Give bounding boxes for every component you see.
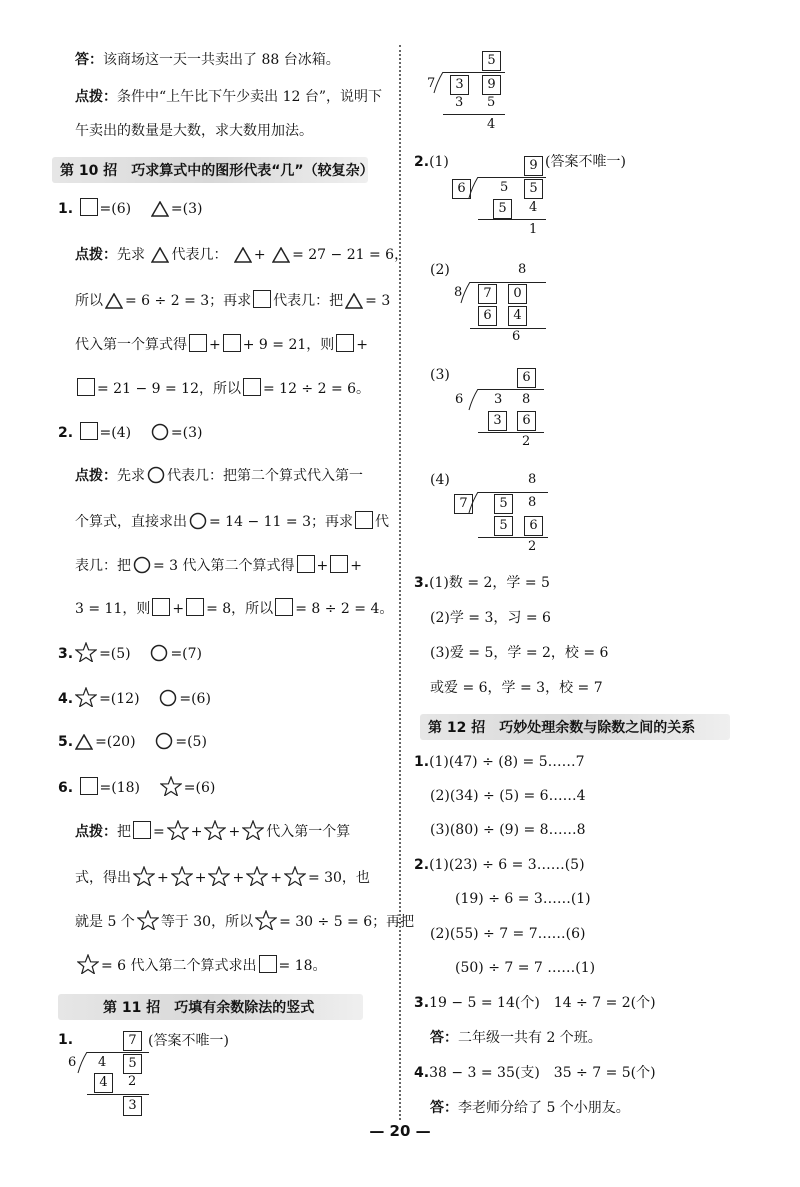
q3-line-3: (3)爱 = 5，学 = 2，校 = 6 — [430, 645, 609, 661]
circle-icon — [150, 644, 168, 662]
r2-line-2: (19) ÷ 6 = 3……(1) — [455, 891, 591, 907]
division-bar — [478, 492, 548, 493]
circle-icon — [189, 512, 207, 530]
triangle-icon — [345, 293, 363, 309]
remainder: 2 — [522, 434, 531, 449]
section-header-11: 第 11 招 巧填有余数除法的竖式 — [58, 994, 363, 1020]
d2a-note: (答案不唯一) — [545, 154, 626, 170]
tip-line: 点拨：条件中“上午比下午少卖出 12 台”，说明下 — [75, 89, 383, 105]
r1-line-2: (2)(34) ÷ (5) = 6……4 — [430, 788, 586, 804]
dividend-tens-box: 3 — [450, 75, 469, 95]
q2-tip-2: 个算式，直接求出 = 14 − 11 = 3；再求 代 — [75, 511, 389, 532]
q1-tip-2: 所以 = 6 ÷ 2 = 3；再求 代表几：把 = 3 — [75, 290, 390, 311]
q2-answer: 2. =(4) =(3) — [58, 422, 202, 443]
dividend-ones-box: 0 — [508, 284, 527, 304]
product-ones-box: 6 — [524, 516, 543, 536]
division-bar — [443, 72, 505, 73]
triangle-icon — [151, 247, 169, 263]
division-right-2b — [452, 260, 552, 345]
division-right-2a — [452, 155, 552, 240]
q1-answer: 1. =(6) =(3) — [58, 198, 202, 219]
answer-line: 答：该商场这一天一共卖出了 88 台冰箱。 — [75, 52, 340, 68]
page-number: — 20 — — [369, 1122, 431, 1140]
subtract-line — [470, 328, 546, 329]
product-ones: 2 — [128, 1074, 137, 1089]
q2-label: 2.(1) — [414, 154, 449, 170]
square-icon — [253, 290, 271, 308]
divisor: 6 — [68, 1055, 77, 1070]
square-icon — [336, 334, 354, 352]
triangle-icon — [234, 247, 252, 263]
triangle-icon — [75, 734, 93, 750]
quotient-box: 7 — [123, 1031, 142, 1051]
triangle-icon — [105, 293, 123, 309]
d2b-label: (2) — [430, 262, 450, 278]
d1-note: (答案不唯一) — [148, 1033, 229, 1049]
q6-answer: 6. =(18) =(6) — [58, 776, 215, 798]
q3-line-2: (2)学 = 3，习 = 6 — [430, 610, 551, 626]
quotient-box: 6 — [517, 368, 536, 388]
r2-line-1: 2.(1)(23) ÷ 6 = 3……(5) — [414, 857, 585, 873]
q1-tip-1: 点拨：先求 代表几： + = 27 − 21 = 6， — [75, 247, 409, 263]
q3-answer: 3. =(5) =(7) — [58, 642, 202, 664]
q1-tip-4: = 21 − 9 = 12，所以 = 12 ÷ 2 = 6。 — [75, 378, 370, 399]
square-icon — [355, 511, 373, 529]
star-icon — [242, 820, 264, 840]
q2-tip-3: 表几：把 = 3 代入第二个算式得 + + — [75, 555, 362, 576]
d2d-label: (4) — [430, 472, 450, 488]
section-header-12: 第 12 招 巧妙处理余数与除数之间的关系 — [420, 714, 730, 740]
quotient: 8 — [518, 262, 527, 277]
subtract-line — [443, 114, 505, 115]
d2c-label: (3) — [430, 367, 450, 383]
dividend-ones-box: 9 — [482, 75, 501, 95]
q5-answer: 5. =(20) =(5) — [58, 734, 207, 750]
product-ones-box: 4 — [508, 306, 527, 326]
triangle-icon — [272, 247, 290, 263]
q2-tip-1: 点拨：先求 代表几：把第二个算式代入第一 — [75, 468, 363, 484]
dividend-tens-box: 5 — [494, 494, 513, 514]
star-icon — [133, 866, 155, 886]
star-icon — [208, 866, 230, 886]
r2-line-3: (2)(55) ÷ 7 = 7……(6) — [430, 926, 586, 942]
square-icon — [133, 821, 151, 839]
division-right-2c — [452, 367, 552, 452]
subtract-line — [478, 537, 548, 538]
triangle-icon — [151, 201, 169, 217]
star-icon — [75, 642, 97, 662]
dividend-tens: 4 — [98, 1055, 107, 1070]
tip-line-cont: 午卖出的数量是大数，求大数用加法。 — [75, 123, 313, 139]
product-tens-box: 6 — [478, 306, 497, 326]
quotient-box: 9 — [524, 156, 543, 176]
star-icon — [284, 866, 306, 886]
division-bar — [87, 1052, 149, 1053]
product-tens-box: 3 — [488, 411, 507, 431]
square-icon — [80, 422, 98, 440]
square-icon — [80, 777, 98, 795]
star-icon — [77, 954, 99, 974]
r1-line-3: (3)(80) ÷ (9) = 8……8 — [430, 822, 586, 838]
divisor-box: 6 — [452, 179, 471, 199]
divisor: 6 — [455, 392, 464, 407]
q4-answer: 4. =(12) =(6) — [58, 687, 211, 709]
dividend-ones-box: 5 — [123, 1054, 142, 1074]
product-ones: 4 — [529, 200, 538, 215]
q6-tip-1: 点拨：把 = + + 代入第一个算 — [75, 820, 350, 842]
q2-tip-4: 3 = 11，则 + = 8，所以 = 8 ÷ 2 = 4。 — [75, 598, 393, 619]
divisor-box: 7 — [454, 494, 473, 514]
column-divider — [399, 45, 401, 1120]
square-icon — [223, 334, 241, 352]
d1-label: 1. — [58, 1032, 74, 1048]
division-bracket — [468, 389, 480, 411]
quotient: 8 — [528, 472, 537, 487]
division-bar — [478, 389, 544, 390]
star-icon — [137, 910, 159, 930]
square-icon — [297, 555, 315, 573]
r3-line-1: 3.19 − 5 = 14(个) 14 ÷ 7 = 2(个) — [414, 995, 656, 1011]
dividend-ones: 8 — [522, 392, 531, 407]
star-icon — [160, 776, 182, 796]
star-icon — [75, 687, 97, 707]
product-tens: 3 — [455, 95, 464, 110]
subtract-line — [87, 1094, 149, 1095]
square-icon — [77, 378, 95, 396]
product-ones-box: 6 — [517, 411, 536, 431]
square-icon — [152, 598, 170, 616]
square-icon — [275, 598, 293, 616]
r4-answer: 答：李老师分给了 5 个小朋友。 — [430, 1100, 630, 1116]
remainder-box: 3 — [123, 1096, 142, 1116]
dividend-ones: 8 — [528, 495, 537, 510]
divisor: 7 — [427, 76, 436, 91]
square-icon — [330, 555, 348, 573]
quotient-box: 5 — [482, 51, 501, 71]
product-tens-box: 5 — [493, 199, 512, 219]
star-icon — [167, 820, 189, 840]
q1-tip-3: 代入第一个算式得 + + 9 = 21，则 + — [75, 334, 368, 355]
q6-tip-2: 式，得出 + + + + = 30，也 — [75, 866, 370, 888]
circle-icon — [155, 732, 173, 750]
circle-icon — [151, 423, 169, 441]
product-tens-box: 4 — [94, 1073, 113, 1093]
r3-answer: 答：二年级一共有 2 个班。 — [430, 1030, 602, 1046]
circle-icon — [133, 556, 151, 574]
dividend-ones-box: 5 — [524, 179, 543, 199]
remainder: 1 — [529, 222, 538, 237]
subtract-line — [478, 219, 546, 220]
q6-tip-3: 就是 5 个 等于 30，所以 = 30 ÷ 5 = 6；再把 — [75, 910, 414, 932]
division-bracket — [77, 1052, 89, 1074]
star-icon — [204, 820, 226, 840]
division-bar — [470, 282, 546, 283]
r2-line-4: (50) ÷ 7 = 7 ……(1) — [455, 960, 596, 976]
division-bar — [478, 177, 546, 178]
remainder: 4 — [487, 117, 496, 132]
division-right-2d — [452, 470, 552, 555]
division-left-1 — [65, 1030, 155, 1115]
section-header-10: 第 10 招 巧求算式中的图形代表“几”（较复杂） — [52, 157, 368, 183]
circle-icon — [159, 689, 177, 707]
division-right-0 — [425, 50, 525, 135]
dividend-tens: 3 — [494, 392, 503, 407]
q6-tip-4: = 6 代入第二个算式求出 = 18。 — [75, 954, 327, 976]
square-icon — [189, 334, 207, 352]
r4-line-1: 4.38 − 3 = 35(支) 35 ÷ 7 = 5(个) — [414, 1065, 656, 1081]
square-icon — [243, 378, 261, 396]
square-icon — [186, 598, 204, 616]
subtract-line — [478, 432, 544, 433]
q3-line-1: 3.(1)数 = 2，学 = 5 — [414, 575, 550, 591]
r1-line-1: 1.(1)(47) ÷ (8) = 5……7 — [414, 754, 585, 770]
dividend-tens-box: 7 — [478, 284, 497, 304]
square-icon — [80, 198, 98, 216]
remainder: 6 — [512, 329, 521, 344]
dividend-tens: 5 — [500, 180, 509, 195]
divisor: 8 — [454, 285, 463, 300]
star-icon — [255, 910, 277, 930]
star-icon — [171, 866, 193, 886]
square-icon — [259, 955, 277, 973]
product-ones: 5 — [487, 95, 496, 110]
remainder: 2 — [528, 539, 537, 554]
star-icon — [246, 866, 268, 886]
circle-icon — [147, 466, 165, 484]
product-tens-box: 5 — [494, 516, 513, 536]
q3-line-4: 或爱 = 6，学 = 3，校 = 7 — [430, 680, 603, 696]
